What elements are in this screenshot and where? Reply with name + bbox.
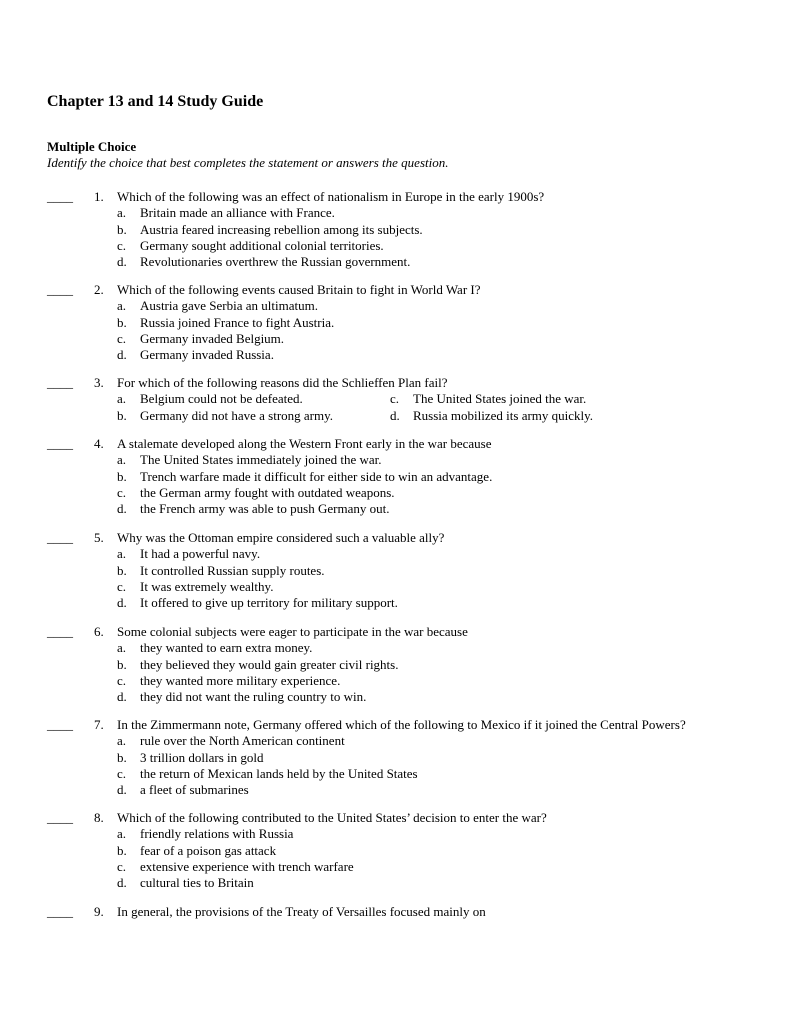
question-number: 2. xyxy=(94,282,104,297)
question-1: ____ 1. Which of the following was an effect of nationalism in Europe in the early 1900s? a. Britain made an alliance with France. b. Austria feared increasing rebellion among its subjects. c. Germany sought additional colonial territories. d. Revolutionaries overthrew the Russian government. xyxy=(47,189,545,270)
question-text: Some colonial subjects were eager to participate in the war because xyxy=(117,624,468,639)
section-heading: Multiple Choice xyxy=(47,139,137,154)
question-number: 3. xyxy=(94,375,104,390)
answer-blank: ____ xyxy=(47,810,73,825)
question-6: ____ 6. Some colonial subjects were eager to participate in the war because a. they wanted to earn extra money. b. they believed they would gain greater civil rights. c. they wanted more military experience. d. they did not want the ruling country to win. xyxy=(47,624,468,705)
answer-blank: ____ xyxy=(47,189,73,204)
answer-blank: ____ xyxy=(47,624,73,639)
answer-blank: ____ xyxy=(47,717,73,732)
question-text: Which of the following events caused Britain to fight in World War I? xyxy=(117,282,481,297)
question-text: Which of the following was an effect of nationalism in Europe in the early 1900s? xyxy=(117,189,545,204)
question-9 xyxy=(0,904,791,920)
page-title: Chapter 13 and 14 Study Guide xyxy=(47,93,264,110)
question-5: ____ 5. Why was the Ottoman empire considered such a valuable ally? a. It had a powerful navy. b. It controlled Russian supply routes. c. It was extremely wealthy. d. It offered to give up territory for military support. xyxy=(47,530,445,611)
answer-blank: ____ xyxy=(47,375,73,390)
question-text: In general, the provisions of the Treaty of Versailles focused mainly on xyxy=(117,904,486,919)
question-number: 4. xyxy=(94,436,104,451)
question-number: 1. xyxy=(94,189,104,204)
question-number: 8. xyxy=(94,810,104,825)
question-text: A stalemate developed along the Western Front early in the war because xyxy=(117,436,492,451)
question-text: For which of the following reasons did the Schlieffen Plan fail? xyxy=(117,375,448,390)
question-text: Which of the following contributed to the United States’ decision to enter the war? xyxy=(117,810,547,825)
question-number: 9. xyxy=(94,904,104,919)
answer-blank: ____ xyxy=(47,282,73,297)
question-text: Why was the Ottoman empire considered such a valuable ally? xyxy=(117,530,445,545)
question-2: ____ 2. Which of the following events caused Britain to fight in World War I? a. Austria gave Serbia an ultimatum. b. Russia joined France to fight Austria. c. Germany invaded Belgium. d. Germany invaded Russia. xyxy=(47,282,481,363)
question-number: 7. xyxy=(94,717,104,732)
question-text: In the Zimmermann note, Germany offered which of the following to Mexico if it joined the Central Powers? xyxy=(117,717,686,732)
question-number: 5. xyxy=(94,530,104,545)
answer-blank: ____ xyxy=(47,436,73,451)
answer-blank: ____ xyxy=(47,530,73,545)
question-3: ____ 3. For which of the following reasons did the Schlieffen Plan fail? a. Belgium could not be defeated. c. The United States joined the war. b. Germany did not have a strong army. d. Russia mobilized its army quickly. xyxy=(47,375,594,423)
question-number: 6. xyxy=(94,624,104,639)
section-instructions: Identify the choice that best completes the statement or answers the question. xyxy=(47,155,449,170)
question-8: ____ 8. Which of the following contributed to the United States’ decision to enter the war? a. friendly relations with Russia b. fear of a poison gas attack c. extensive experience with trench warfare d. cultural ties to Britain xyxy=(47,810,547,891)
question-4: ____ 4. A stalemate developed along the Western Front early in the war because a. The United States immediately joined the war. b. Trench warfare made it difficult for either side to win an advantage. c. the German army fought with outdated weapons. d. the French army was able to push Germany out. xyxy=(47,436,493,517)
question-7: ____ 7. In the Zimmermann note, Germany offered which of the following to Mexico if it joined the Central Powers? a. rule over the North American continent b. 3 trillion dollars in gold c. the return of Mexican lands held by the United States d. a fleet of submarines xyxy=(47,717,686,798)
answer-blank: ____ xyxy=(47,904,73,919)
